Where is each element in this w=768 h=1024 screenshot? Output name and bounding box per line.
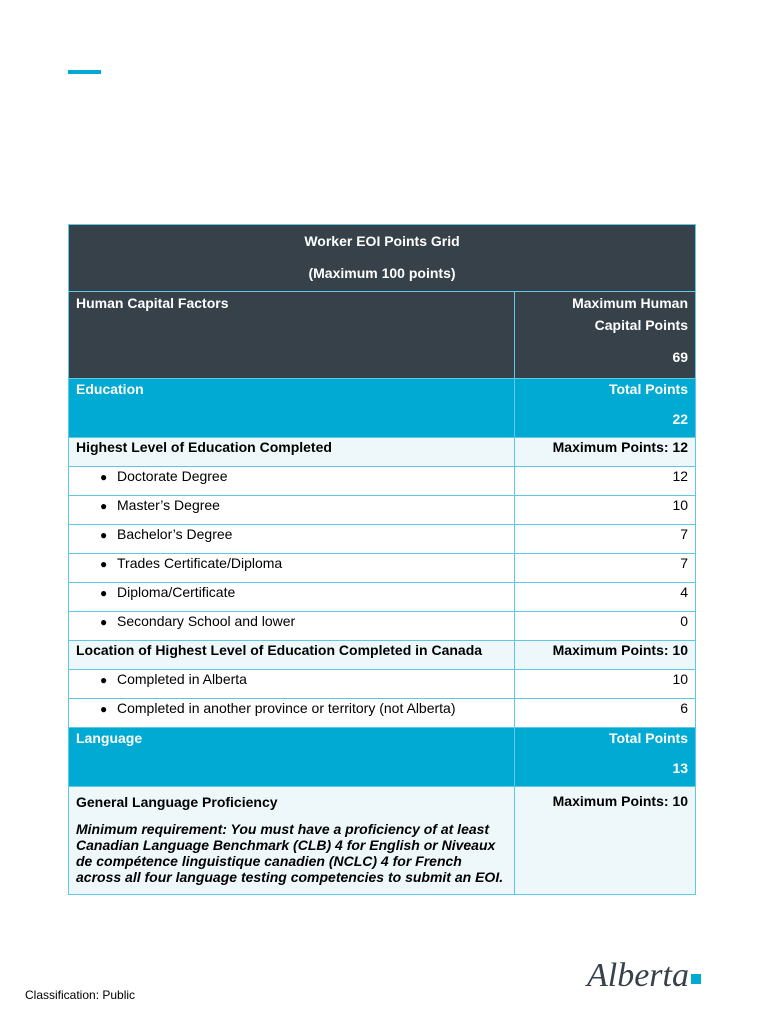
general-language-row xyxy=(69,787,696,895)
education-total xyxy=(515,379,696,438)
item-label: Completed in another province or territory (not Alberta) xyxy=(117,700,456,716)
education-section-row xyxy=(69,379,696,438)
bullet-icon: ● xyxy=(100,499,108,513)
bullet-icon: ● xyxy=(100,528,108,542)
table-row xyxy=(69,554,696,583)
bullet-icon: ● xyxy=(100,702,108,716)
item-points: 10 xyxy=(515,496,696,525)
bullet-icon: ● xyxy=(100,470,108,484)
language-section-row xyxy=(69,728,696,787)
max-human-capital-label-1: Maximum Human xyxy=(572,295,689,311)
language-total xyxy=(515,728,696,787)
classification-label: Classification: Public xyxy=(25,988,136,1002)
table-row xyxy=(69,583,696,612)
item-points: 7 xyxy=(515,525,696,554)
bullet-icon: ● xyxy=(100,615,108,629)
item-points: 7 xyxy=(515,554,696,583)
education-location-label: Location of Highest Level of Education Completed in Canada xyxy=(69,641,515,670)
highest-education-max: Maximum Points: 12 xyxy=(515,438,696,467)
item-label: Master’s Degree xyxy=(117,497,220,513)
education-total-label: Total Points xyxy=(608,381,689,397)
max-human-capital-label-2: Capital Points xyxy=(594,317,689,333)
accent-bar xyxy=(68,70,101,74)
grid-title-line2: (Maximum 100 points) xyxy=(308,265,456,281)
table-row xyxy=(69,612,696,641)
bullet-icon: ● xyxy=(100,586,108,600)
bullet-icon: ● xyxy=(100,673,108,687)
grid-title-line1: Worker EOI Points Grid xyxy=(304,233,460,249)
alberta-logo-square xyxy=(691,974,701,984)
item-points: 10 xyxy=(515,670,696,699)
item-label: Diploma/Certificate xyxy=(117,584,236,600)
education-location-max: Maximum Points: 10 xyxy=(515,641,696,670)
education-heading: Education xyxy=(69,379,515,438)
language-total-label: Total Points xyxy=(608,730,689,746)
education-total-value: 22 xyxy=(672,411,689,427)
minimum-requirement-text: Minimum requirement: You must have a proficiency of at least Canadian Language Benchmark (CLB) 4 for English or Niveaux de compétence linguistique canadien (NCLC) 4 for French across all four language testing competencies to submit an EOI. xyxy=(76,821,504,885)
language-total-value: 13 xyxy=(672,760,689,776)
table-row xyxy=(69,670,696,699)
bullet-icon: ● xyxy=(100,557,108,571)
item-label: Trades Certificate/Diploma xyxy=(117,555,283,571)
table-row xyxy=(69,699,696,728)
general-language-cell xyxy=(69,787,515,895)
grid-title-row xyxy=(69,225,696,292)
highest-education-row xyxy=(69,438,696,467)
table-row xyxy=(69,496,696,525)
item-points: 4 xyxy=(515,583,696,612)
max-human-capital-value: 69 xyxy=(672,349,689,365)
alberta-logo xyxy=(585,950,705,996)
item-points: 0 xyxy=(515,612,696,641)
item-label: Completed in Alberta xyxy=(117,671,247,687)
human-capital-header-row xyxy=(69,292,696,379)
general-language-label: General Language Proficiency xyxy=(76,794,278,810)
grid-title xyxy=(69,225,696,292)
table-row xyxy=(69,467,696,496)
general-language-max: Maximum Points: 10 xyxy=(515,787,696,895)
item-points: 12 xyxy=(515,467,696,496)
item-label: Doctorate Degree xyxy=(117,468,228,484)
highest-education-label: Highest Level of Education Completed xyxy=(69,438,515,467)
human-capital-factors-heading: Human Capital Factors xyxy=(69,292,515,379)
item-points: 6 xyxy=(515,699,696,728)
table-row xyxy=(69,525,696,554)
max-human-capital-points xyxy=(515,292,696,379)
item-label: Bachelor’s Degree xyxy=(117,526,233,542)
education-location-row xyxy=(69,641,696,670)
language-heading: Language xyxy=(69,728,515,787)
points-grid-table xyxy=(68,224,696,895)
item-label: Secondary School and lower xyxy=(117,613,296,629)
alberta-logo-text: Alberta xyxy=(587,957,689,994)
